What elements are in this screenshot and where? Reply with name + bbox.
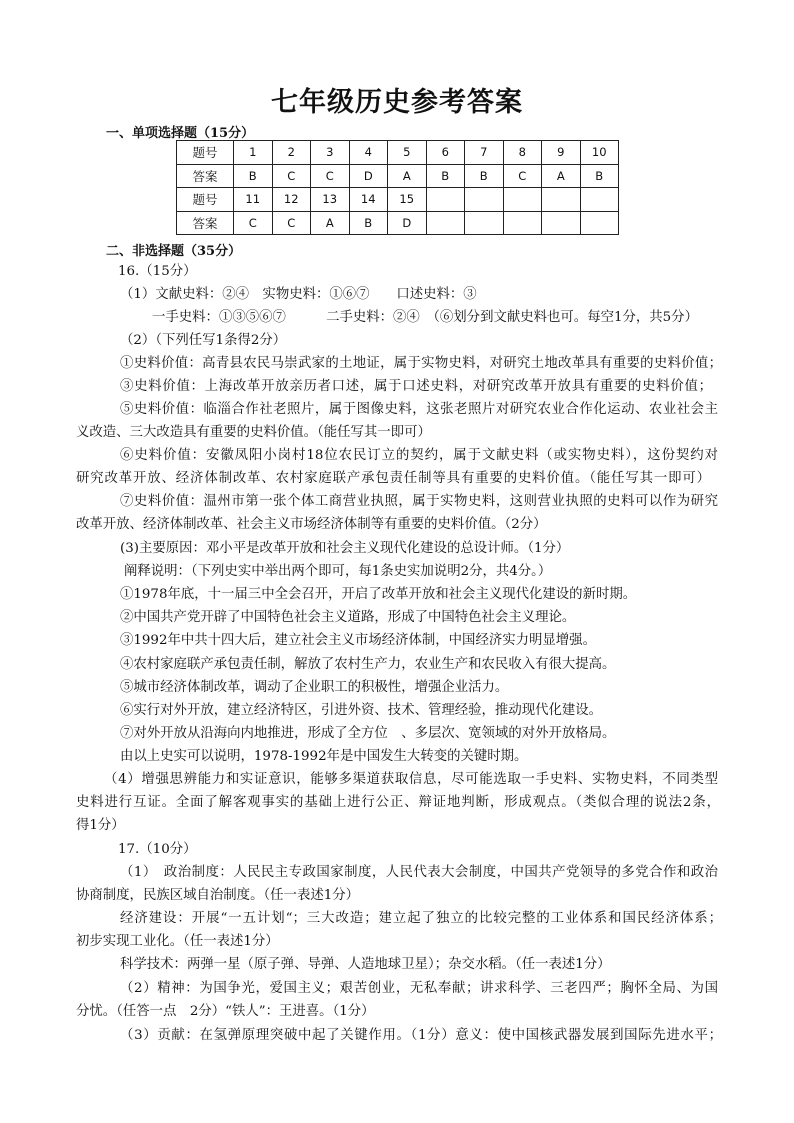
table-cell: A (311, 211, 350, 235)
table-cell (542, 211, 581, 235)
table-cell: B (580, 164, 619, 188)
answer-line: ⑦史料价值：温州市第一张个体工商营业执照，属于实物史料，这则营业执照的史料可以作为研究 (120, 494, 718, 509)
table-cell (465, 188, 504, 212)
table-cell: B (426, 164, 465, 188)
answer-line: （2）精神：为国争光，爱国主义；艰苦创业，无私奉献；讲求科学、三老四严；胸怀全局、为国 (120, 981, 718, 996)
table-cell (580, 188, 619, 212)
answer-line: ①史料价值：高青县农民马崇武家的土地证，属于实物史料，对研究土地改革具有重要的史料价值； (120, 356, 722, 371)
table-cell: 14 (349, 188, 388, 212)
answer-line: ⑤城市经济体制改革，调动了企业职工的积极性，增强企业活力。 (120, 680, 509, 695)
table-cell (580, 211, 619, 235)
answer-line: 义改造、三大改造具有重要的史料价值。（能任写其一即可） (76, 425, 431, 440)
table-cell: 2 (272, 141, 311, 165)
table-cell: B (465, 164, 504, 188)
answer-line: (3)主要原因：邓小平是改革开放和社会主义现代化建设的总设计师。（1分） (120, 541, 570, 556)
table-cell: 13 (311, 188, 350, 212)
table-row (177, 164, 619, 188)
table-row-header: 答案 (177, 211, 234, 235)
answer-line: （3）贡献：在氢弹原理突破中起了关键作用。（1分）意义：使中国核武器发展到国际先进水平； (120, 1028, 722, 1043)
section-heading-multiple-choice: 一、单项选择题（15分） (106, 126, 255, 141)
table-cell: 7 (465, 141, 504, 165)
answer-line: ⑤史料价值：临淄合作社老照片，属于图像史料，这张老照片对研究农业合作化运动、农业社会主 (120, 402, 718, 417)
table-cell: D (349, 164, 388, 188)
table-cell: 3 (311, 141, 350, 165)
table-cell: A (542, 164, 581, 188)
table-cell: C (272, 164, 311, 188)
table-cell: A (388, 164, 427, 188)
answer-line: （4）增强思辨能力和实证意识，能够多渠道获取信息，尽可能选取一手史料、实物史料，不同类型 (104, 772, 718, 787)
answer-line: 研究改革开放、经济体制改革、农村家庭联产承包责任制等具有重要的史料价值。（能任写其一即可） (76, 471, 710, 486)
answer-line: ④农村家庭联产承包责任制，解放了农村生产力，农业生产和农民收入有很大提高。 (120, 657, 616, 672)
answer-line: 史料进行互证。全面了解客观事实的基础上进行公正、辩证地判断，形成观点。（类似合理的说法2条， (76, 795, 720, 810)
table-row (177, 141, 619, 165)
answer-line: 得1分） (76, 818, 125, 833)
table-row-header: 题号 (177, 141, 234, 165)
table-cell: 15 (388, 188, 427, 212)
answer-line: 经济建设：开展“一五计划“；三大改造；建立起了独立的比较完整的工业体系和国民经济体系； (120, 911, 722, 926)
table-cell: D (388, 211, 427, 235)
answer-line: ③史料价值：上海改革开放亲历者口述，属于口述史料，对研究改革开放具有重要的史料价值； (120, 379, 712, 394)
answer-line: ①1978年底，十一届三中全会召开，开启了改革开放和社会主义现代化建设的新时期。 (120, 587, 637, 602)
answer-line: 一手史料：①③⑤⑥⑦ 二手史料：②④ （⑥划分到文献史料也可。每空1分，共5分） (152, 310, 698, 325)
table-cell: C (234, 211, 273, 235)
table-cell (503, 188, 542, 212)
table-row (177, 188, 619, 212)
answer-line: 由以上史实可以说明，1978-1992年是中国发生大转变的关键时期。 (120, 749, 528, 764)
table-cell: B (349, 211, 388, 235)
table-cell: 5 (388, 141, 427, 165)
answer-line: （1） 政治制度：人民民主专政国家制度，人民代表大会制度，中国共产党领导的多党合作和政治 (120, 865, 718, 880)
table-cell (465, 211, 504, 235)
table-cell: C (503, 164, 542, 188)
table-cell: 11 (234, 188, 273, 212)
table-cell: 10 (580, 141, 619, 165)
table-cell: 1 (234, 141, 273, 165)
table-cell: 9 (542, 141, 581, 165)
table-cell: 8 (503, 141, 542, 165)
table-cell (426, 211, 465, 235)
table-cell: C (272, 211, 311, 235)
table-row-header: 答案 (177, 164, 234, 188)
answer-line: ③1992年中共十四大后，建立社会主义市场经济体制，中国经济实力明显增强。 (120, 633, 596, 648)
answer-line: 协商制度，民族区域自治制度。（任一表述1分） (76, 888, 360, 903)
answer-line: 科学技术：两弹一星（原子弹、导弹、人造地球卫星）；杂交水稻。（任一表述1分） (120, 957, 611, 972)
table-cell: B (234, 164, 273, 188)
table-cell (426, 188, 465, 212)
table-row-header: 题号 (177, 188, 234, 212)
answer-line: ⑦对外开放从沿海向内地推进，形成了全方位 、多层次、宽领域的对外开放格局。 (120, 726, 616, 741)
answer-line: 分忧。（任答一点 2分）“铁人”：王进喜。（1分） (76, 1004, 375, 1019)
question-16-heading: 16.（15分） (118, 264, 197, 279)
table-row (177, 211, 619, 235)
table-cell: 12 (272, 188, 311, 212)
answer-line: ②中国共产党开辟了中国特色社会主义道路，形成了中国特色社会主义理论。 (120, 610, 576, 625)
answer-line: （1）文献史料：②④ 实物史料：①⑥⑦ 口述史料：③ (120, 287, 477, 302)
answer-line: 阐释说明：（下列史实中举出两个即可，每1条史实加说明2分，共4分。） (124, 564, 552, 579)
page-title: 七年级历史参考答案 (271, 87, 523, 118)
answer-table (176, 140, 619, 235)
answer-line: ⑥史料价值：安徽凤阳小岗村18位农民订立的契约，属于文献史料（或实物史料），这份契约对 (120, 448, 718, 463)
answer-line: （2）（下列任写1条得2分） (120, 333, 287, 348)
question-17-heading: 17.（10分） (118, 842, 197, 857)
table-cell (542, 188, 581, 212)
table-cell (503, 211, 542, 235)
answer-line: ⑥实行对外开放，建立经济特区，引进外资、技术、管理经验，推动现代化建设。 (120, 703, 603, 718)
table-cell: C (311, 164, 350, 188)
answer-line: 初步实现工业化。（任一表述1分） (76, 934, 279, 949)
answer-line: 改革开放、经济体制改革、社会主义市场经济体制等有重要的史料价值。（2分） (76, 517, 547, 532)
section-heading-non-choice: 二、非选择题（35分） (106, 244, 242, 259)
table-cell: 4 (349, 141, 388, 165)
table-cell: 6 (426, 141, 465, 165)
